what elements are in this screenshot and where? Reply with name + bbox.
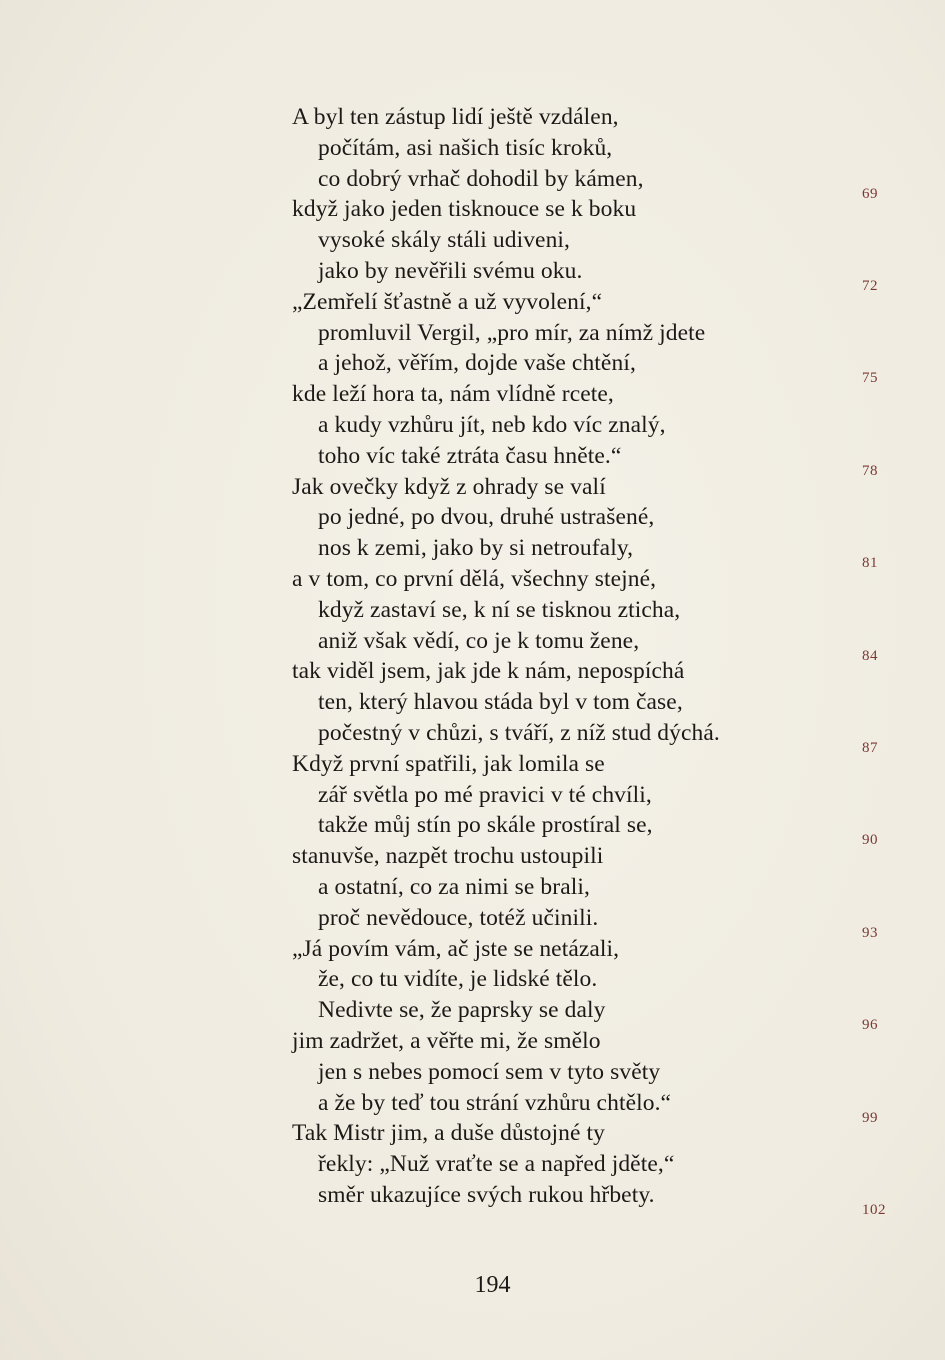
- verse-line: nos k zemi, jako by si netroufaly,: [318, 535, 634, 562]
- line-number: 69: [862, 185, 878, 202]
- verse-line: kde leží hora ta, nám vlídně rcete,: [292, 381, 614, 408]
- verse-line: promluvil Vergil, „pro mír, za nímž jdete: [318, 319, 706, 346]
- verse-line: a v tom, co první dělá, všechny stejné,: [292, 565, 657, 592]
- verse-line: tak viděl jsem, jak jde k nám, nepospíchá: [292, 658, 685, 685]
- verse-line: a jehož, věřím, dojde vaše chtění,: [318, 350, 636, 377]
- verse-line: počestný v chůzi, s tváří, z níž stud dýchá.: [318, 719, 720, 746]
- line-number: 102: [862, 1202, 886, 1218]
- verse-line: stanuvše, nazpět trochu ustoupili: [292, 843, 604, 870]
- verse-line: takže můj stín po skále prostíral se,: [318, 812, 653, 839]
- verse-line: vysoké skály stáli udiveni,: [318, 227, 571, 254]
- line-number: 75: [862, 370, 878, 387]
- line-number: 84: [862, 647, 878, 664]
- verse-line: Jak ovečky když z ohrady se valí: [292, 473, 606, 500]
- verse-line: A byl ten zástup lidí ještě vzdálen,: [292, 104, 619, 130]
- verse-line: a ostatní, co za nimi se brali,: [318, 873, 590, 900]
- verse-line: toho víc také ztráta času hněte.“: [318, 442, 622, 469]
- line-number: 96: [862, 1017, 878, 1034]
- verse-line: Tak Mistr jim, a duše důstojné ty: [292, 1120, 605, 1147]
- line-number: 90: [862, 832, 878, 849]
- verse-line: jen s nebes pomocí sem v tyto světy: [318, 1058, 661, 1085]
- line-number: 87: [862, 740, 878, 756]
- verse-line: zář světla po mé pravici v té chvíli,: [318, 781, 652, 808]
- verse-line: aniž však vědí, co je k tomu žene,: [318, 627, 640, 654]
- verse-line: po jedné, po dvou, druhé ustrašené,: [318, 504, 655, 531]
- line-number: 72: [862, 278, 878, 294]
- verse-line: „Já povím vám, ač jste se netázali,: [292, 935, 620, 962]
- line-number: 99: [862, 1109, 878, 1126]
- verse-line: když zastaví se, k ní se tisknou zticha,: [318, 596, 681, 623]
- verse-line: že, co tu vidíte, je lidské tělo.: [318, 966, 598, 993]
- verse-line: ten, který hlavou stáda byl v tom čase,: [318, 689, 683, 716]
- verse-line: řekly: „Nuž vraťte se a napřed jděte,“: [318, 1151, 675, 1178]
- line-number: 93: [862, 924, 878, 941]
- verse-line: jako by nevěřili svému oku.: [318, 257, 583, 284]
- verse-line: „Zemřelí šťastně a už vyvolení,“: [292, 288, 603, 315]
- verse-line: proč nevědouce, totéž učinili.: [318, 904, 599, 931]
- verse-line: a že by teď tou strání vzhůru chtělo.“: [318, 1089, 672, 1116]
- line-number: 78: [862, 462, 878, 479]
- verse-line: když jako jeden tisknouce se k boku: [292, 196, 637, 223]
- verse-line: Nedivte se, že paprsky se daly: [318, 997, 606, 1024]
- verse-line: co dobrý vrhač dohodil by kámen,: [318, 165, 644, 192]
- page-number: 194: [474, 1272, 511, 1298]
- verse-line: a kudy vzhůru jít, neb kdo víc znalý,: [318, 411, 666, 438]
- verse-line: jim zadržet, a věřte mi, že smělo: [292, 1027, 601, 1054]
- line-number: 81: [862, 555, 878, 572]
- verse-line: počítám, asi našich tisíc kroků,: [318, 134, 613, 161]
- verse-line: Když první spatřili, jak lomila se: [292, 750, 605, 777]
- poem-text: [292, 102, 812, 1211]
- verse-line: směr ukazujíce svých rukou hřbety.: [318, 1181, 655, 1208]
